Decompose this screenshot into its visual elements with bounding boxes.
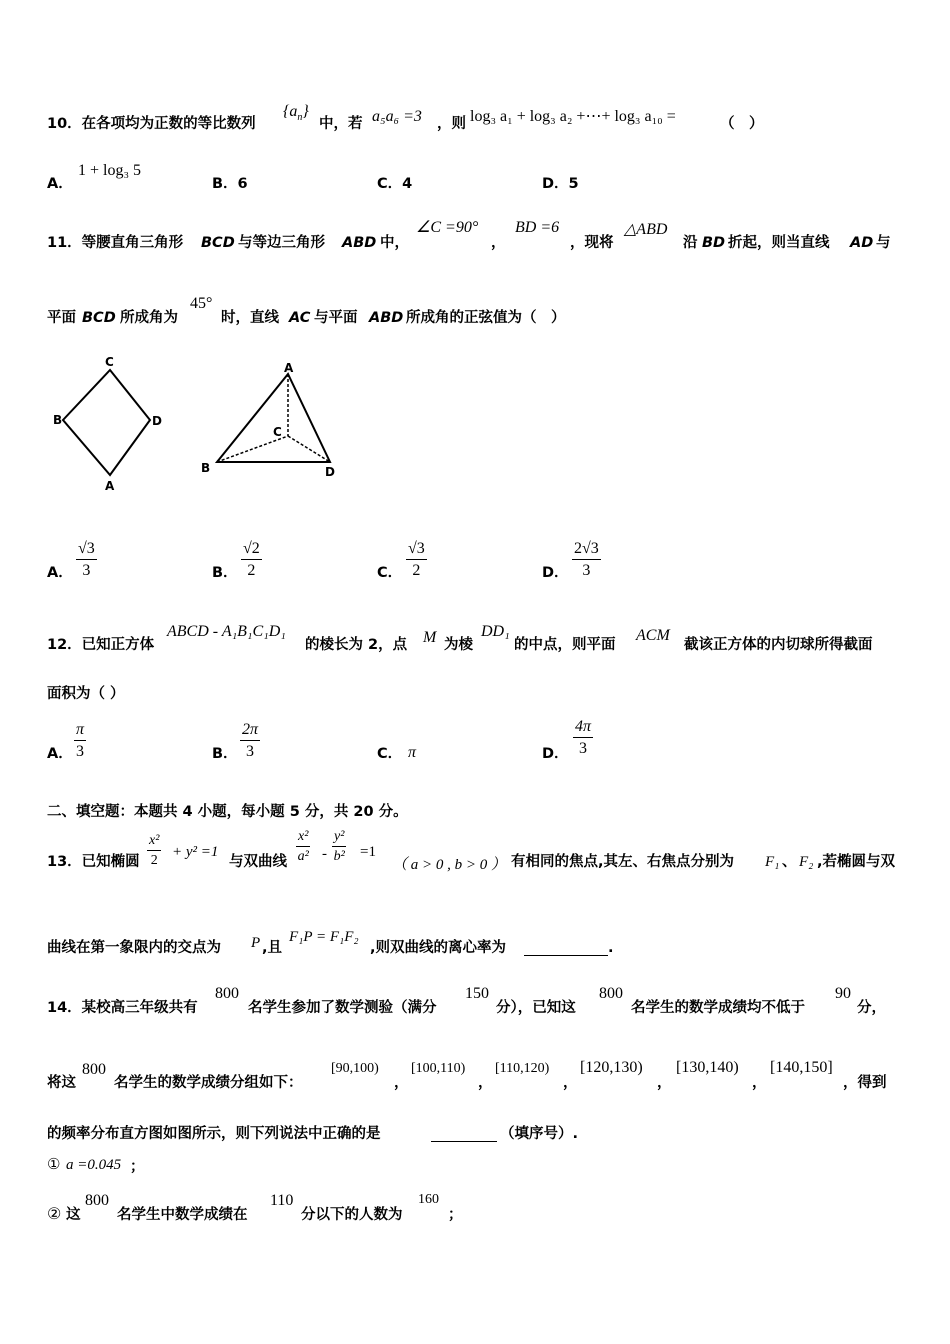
q10-option-c: C．4 [377,176,413,192]
q12-stem-b: 的棱长为 2，点 [305,637,408,653]
q11-bd: BD [702,235,726,251]
q11-option-c-label: C． [377,565,403,581]
q13-stem-d: ,若椭圆与双 [817,854,896,870]
q13-hyperbola-fraction-1: $\frac{\text{x²}}{\text{a²}}$ [297,829,309,864]
q12-edge-dd1: DD₁ [481,623,510,640]
q14-n800-3: 800 [82,1061,106,1078]
q13-stem-b: 与双曲线 [229,854,287,870]
q12-option-d-fraction: $\frac{4\pi}{3}$ [575,718,592,757]
q11-abd: ABD [342,235,377,251]
q14-statement-2-end: ； [448,1207,463,1223]
q11-abd-2: ABD [369,310,404,326]
q11-option-a-fraction: $\frac{√3}{3}$ [78,540,95,579]
q10-option-d: D．5 [542,176,579,192]
q10-option-a-label: A． [47,176,73,192]
q10-expression: log₃ a₁ + log₃ a₂ +⋯+ log₃ a₁₀ = [470,108,676,125]
q13-point-p: P [251,935,261,951]
section-2-heading: 二、填空题：本题共 4 小题，每小题 5 分，共 20 分。 [47,804,408,820]
fig1-label-right: D [152,414,162,428]
q11-line1-c: 中， [380,235,409,251]
q11-bcd-2: BCD [82,310,116,326]
q14-sep-1: ， [394,1075,409,1091]
q11-line2-b: 所成角为 [120,310,178,326]
q14-stem-e: 分， [857,1000,886,1016]
q10-sequence: $\{a_n\}$ [283,103,309,124]
q10-condition: a₅a₆ =3 [372,108,422,125]
q11-comma: ， [491,235,506,251]
q13-stem-a: 13．已知椭圆 [47,854,140,870]
pyramid-face [217,374,330,462]
q12-stem-d: 的中点，则平面 [514,637,616,653]
q11-option-a-label: A． [47,565,73,581]
fig1-label-left: B [53,413,63,427]
q14-statement-2-b: 名学生中数学成绩在 [117,1207,248,1223]
fig1-label-top: C [105,355,114,369]
q10-stem-b: 中，若 [319,116,363,132]
q14-stem-b: 名学生参加了数学测验（满分 [248,1000,437,1016]
q12-point-m: M [423,629,437,646]
q13-ellipse-rest: + y² =1 [172,844,219,860]
q14-n160: 160 [418,1192,439,1207]
q13-equation: F₁P = F₁F₂ [289,929,359,945]
q14-line3: 的频率分布直方图如图所示，则下列说法中正确的是 [47,1126,381,1142]
q12-option-d-label: D． [542,746,569,762]
q11-line1-b: 与等边三角形 [238,235,325,251]
q11-line2-e: 所成角的正弦值为（ ） [406,310,566,326]
q14-line2-b: 名学生的数学成绩分组如下： [114,1075,303,1091]
q14-statement-1-mark: ① [47,1157,61,1173]
square-outline [63,370,150,475]
q11-line1-g: 与 [876,235,891,251]
q11-line1-f: 折起，则当直线 [728,235,830,251]
q13-hyperbola-fraction-2: $\frac{\text{y²}}{\text{b²}}$ [333,829,345,864]
q11-triangle-abd: △ABD [624,221,668,238]
q13-f1: F₁ [765,854,780,870]
q14-interval-3: [110,120) [495,1061,550,1076]
q13-line2-end: . [608,940,614,956]
q12-line2: 面积为（ ） [47,686,125,702]
q11-angle: ∠C =90° [416,219,479,236]
q13-f2: F₂ [799,854,814,870]
q13-line2-a: 曲线在第一象限内的交点为 [47,940,221,956]
q11-ac: AC [289,310,311,326]
q10-stem-a: 10．在各项均为正数的等比数列 [47,116,256,132]
q14-statement-1-end: ； [130,1159,145,1175]
q14-interval-1: [90,100) [331,1061,379,1076]
q13-hyperbola-rest: =1 [360,844,376,860]
q11-figure-square [45,350,175,495]
q11-line2-a: 平面 [47,310,76,326]
q11-line1-d: ，现将 [570,235,614,251]
q12-plane-acm: ACM [636,627,670,644]
q14-statement-2-c: 分以下的人数为 [301,1207,403,1223]
q14-statement-2-a: 这 [66,1207,81,1223]
q11-option-d-fraction: $\frac{2√3}{3}$ [574,540,599,579]
q14-interval-6: [140,150] [770,1059,833,1076]
q14-n110: 110 [270,1192,294,1209]
q13-minus: - [322,846,327,862]
fig2-label-right: D [325,465,335,479]
q11-line1-a: 11．等腰直角三角形 [47,235,184,251]
q11-line2-c: 时，直线 [221,310,279,326]
q13-line2-c: ,则双曲线的离心率为 [370,940,507,956]
q11-option-b-label: B． [212,565,238,581]
q12-stem-c: 为棱 [444,637,473,653]
q13-answer-blank[interactable] [524,955,608,956]
q12-option-a-label: A． [47,746,73,762]
q12-option-c-value: π [408,744,417,761]
q14-stem-d: 名学生的数学成绩均不低于 [631,1000,805,1016]
q11-line1-e: 沿 [683,235,698,251]
q14-statement-2-mark: ② [47,1206,62,1223]
q12-option-b-fraction: $\frac{2\pi}{3}$ [242,721,259,760]
q14-n800-1: 800 [215,985,239,1002]
q11-option-c-fraction: $\frac{√3}{2}$ [408,540,425,579]
q14-n90: 90 [835,985,851,1002]
q14-line2-end: ，得到 [843,1075,887,1091]
q14-sep-5: ， [752,1075,767,1091]
q14-n150: 150 [465,985,489,1002]
q14-interval-4: [120,130) [580,1059,643,1076]
q10-option-b: B．6 [212,176,248,192]
q13-line2-b: ,且 [262,940,283,956]
q13-dun: 、 [782,854,797,870]
q14-sep-4: ， [657,1075,672,1091]
q14-n800-4: 800 [85,1192,109,1209]
q11-figure-pyramid [195,360,345,485]
q13-ellipse-fraction: $\frac{\text{x²}}{2}$ [149,833,160,868]
q12-stem-a: 12．已知正方体 [47,637,155,653]
q12-cube: ABCD - A₁B₁C₁D₁ [167,623,286,640]
fig2-label-left: B [201,461,211,475]
q10-paren: （ ） [720,116,764,132]
q11-ad: AD [850,235,874,251]
q12-stem-e: 截该正方体的内切球所得截面 [684,637,873,653]
q11-option-d-label: D． [542,565,569,581]
q13-stem-c: 有相同的焦点,其左、右焦点分别为 [511,854,735,870]
q10-stem-c: ，则 [437,116,466,132]
q14-interval-2: [100,110) [411,1061,466,1076]
q11-bd-length: BD =6 [515,219,560,236]
q14-sep-2: ， [478,1075,493,1091]
q11-option-b-fraction: $\frac{√2}{2}$ [243,540,260,579]
q13-condition: （ a > 0 , b > 0 ） [392,857,506,873]
q14-answer-blank[interactable] [431,1141,497,1142]
q12-option-c-label: C． [377,746,403,762]
fig2-label-mid: C [273,425,282,439]
q11-bcd: BCD [201,235,235,251]
fig2-label-top: A [284,361,294,375]
q11-line2-d: 与平面 [314,310,358,326]
fig1-label-bottom: A [105,479,115,493]
q14-stem-a: 14．某校高三年级共有 [47,1000,198,1016]
q14-sep-3: ， [563,1075,578,1091]
q10-option-a-value: 1 + log₃ 5 [78,162,142,179]
q12-option-b-label: B． [212,746,238,762]
q14-line2-a: 将这 [47,1075,76,1091]
q14-stem-c: 分），已知这 [496,1000,576,1016]
q14-interval-5: [130,140) [676,1059,739,1076]
q14-statement-1: a =0.045 [66,1157,122,1173]
q14-n800-2: 800 [599,985,623,1002]
q11-angle-45: 45° [190,295,213,312]
q14-line3-end: （填序号）. [500,1126,579,1142]
q12-option-a-fraction: $\frac{\pi}{3}$ [76,721,85,760]
